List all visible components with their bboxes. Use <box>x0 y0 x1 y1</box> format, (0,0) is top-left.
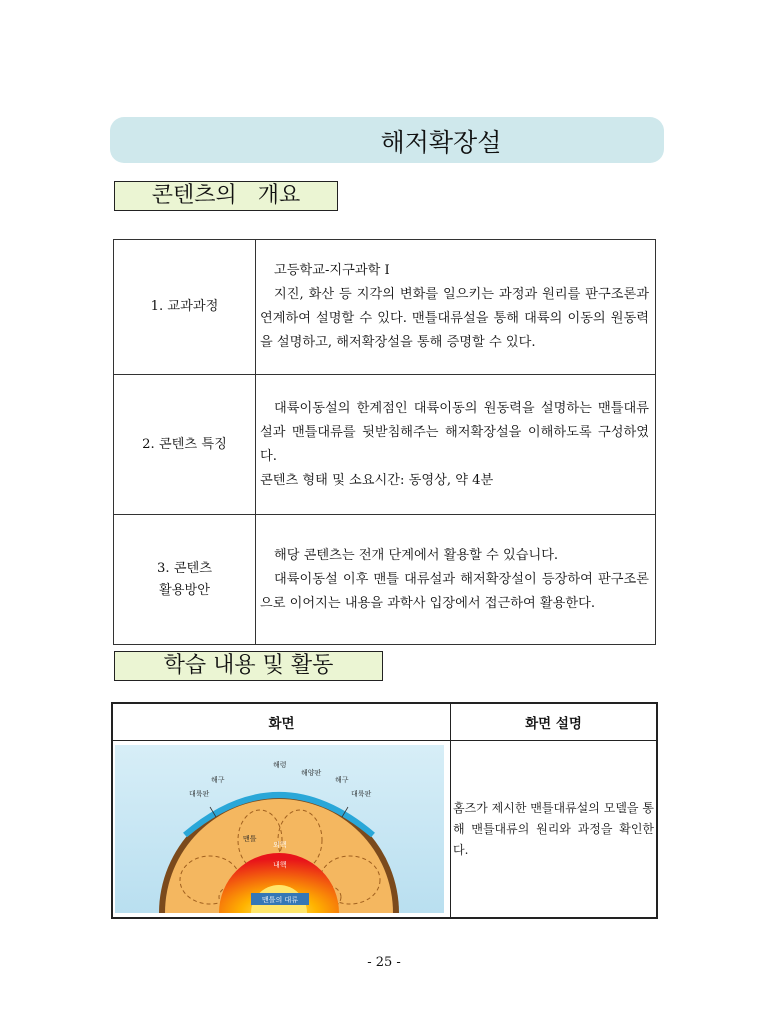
overview-table <box>113 239 656 645</box>
column-header-screen: 화면 <box>112 703 451 741</box>
row-label-usage <box>114 515 256 645</box>
label-line: 활용방안 <box>159 582 210 598</box>
table-header-row <box>112 703 657 741</box>
screen-image-cell <box>112 741 451 919</box>
label-continent-right: 대륙판 <box>351 790 372 798</box>
table-row <box>114 375 656 515</box>
row-content-usage <box>256 515 656 645</box>
screen-description: 홈즈가 제시한 맨틀대류설의 모델을 통해 맨틀대류의 원리와 과정을 확인한다. <box>451 741 658 919</box>
section-heading-activity: 학습 내용 및 활동 <box>114 651 383 681</box>
column-header-description: 화면 설명 <box>451 703 658 741</box>
label-line: 3. 콘텐츠 <box>157 560 212 576</box>
label-outer-core: 외핵 <box>273 841 287 849</box>
content-line: 대륙이동설 이후 맨틀 대류설과 해저확장설이 등장하여 판구조론으로 이어지는 내용을 과학사 입장에서 접근하여 활용한다. <box>260 571 649 611</box>
content-line: 고등학교-지구과학 I <box>274 263 390 278</box>
page-number: - 25 - <box>367 955 401 970</box>
label-mantle: 맨틀 <box>243 835 257 843</box>
label-trench-left: 해구 <box>211 776 225 784</box>
page-title: 해저확장설 <box>380 128 502 157</box>
mantle-convection-diagram <box>115 745 444 913</box>
table-row <box>114 240 656 375</box>
label-ridge: 해령 <box>273 761 287 769</box>
row-label-curriculum: 1. 교과과정 <box>114 240 256 375</box>
label-ocean-plate: 해양판 <box>301 769 322 777</box>
content-line: 해당 콘텐츠는 전개 단계에서 활용할 수 있습니다. <box>274 547 559 563</box>
label-trench-right: 해구 <box>335 776 349 784</box>
content-line: 대륙이동설의 한계점인 대륙이동의 원동력을 설명하는 맨틀대류설과 맨틀대류를 뒷받침해주는 해저확장설을 이해하도록 구성하였다. <box>260 400 649 464</box>
table-row <box>114 515 656 645</box>
title-banner <box>110 117 664 163</box>
label-inner-core: 내핵 <box>273 861 287 869</box>
diagram-caption: 맨틀의 대류 <box>261 896 299 904</box>
row-content-features <box>256 375 656 515</box>
content-line: 콘텐츠 형태 및 소요시간: 동영상, 약 4분 <box>260 472 494 488</box>
content-line: 지진, 화산 등 지각의 변화를 일으키는 과정과 원리를 판구조론과 연계하여 설명할 수 있다. 맨틀대류설을 통해 대륙의 이동의 원동력을 설명하고, 해저확장설을 통해 증명할 수 있다. <box>260 287 649 350</box>
table-row <box>112 741 657 919</box>
label-continent-left: 대륙판 <box>189 790 210 798</box>
activity-table <box>111 702 658 919</box>
row-label-features: 2. 콘텐츠 특징 <box>114 375 256 515</box>
section-heading-overview: 콘텐츠의 개요 <box>114 181 338 211</box>
row-content-curriculum <box>256 240 656 375</box>
